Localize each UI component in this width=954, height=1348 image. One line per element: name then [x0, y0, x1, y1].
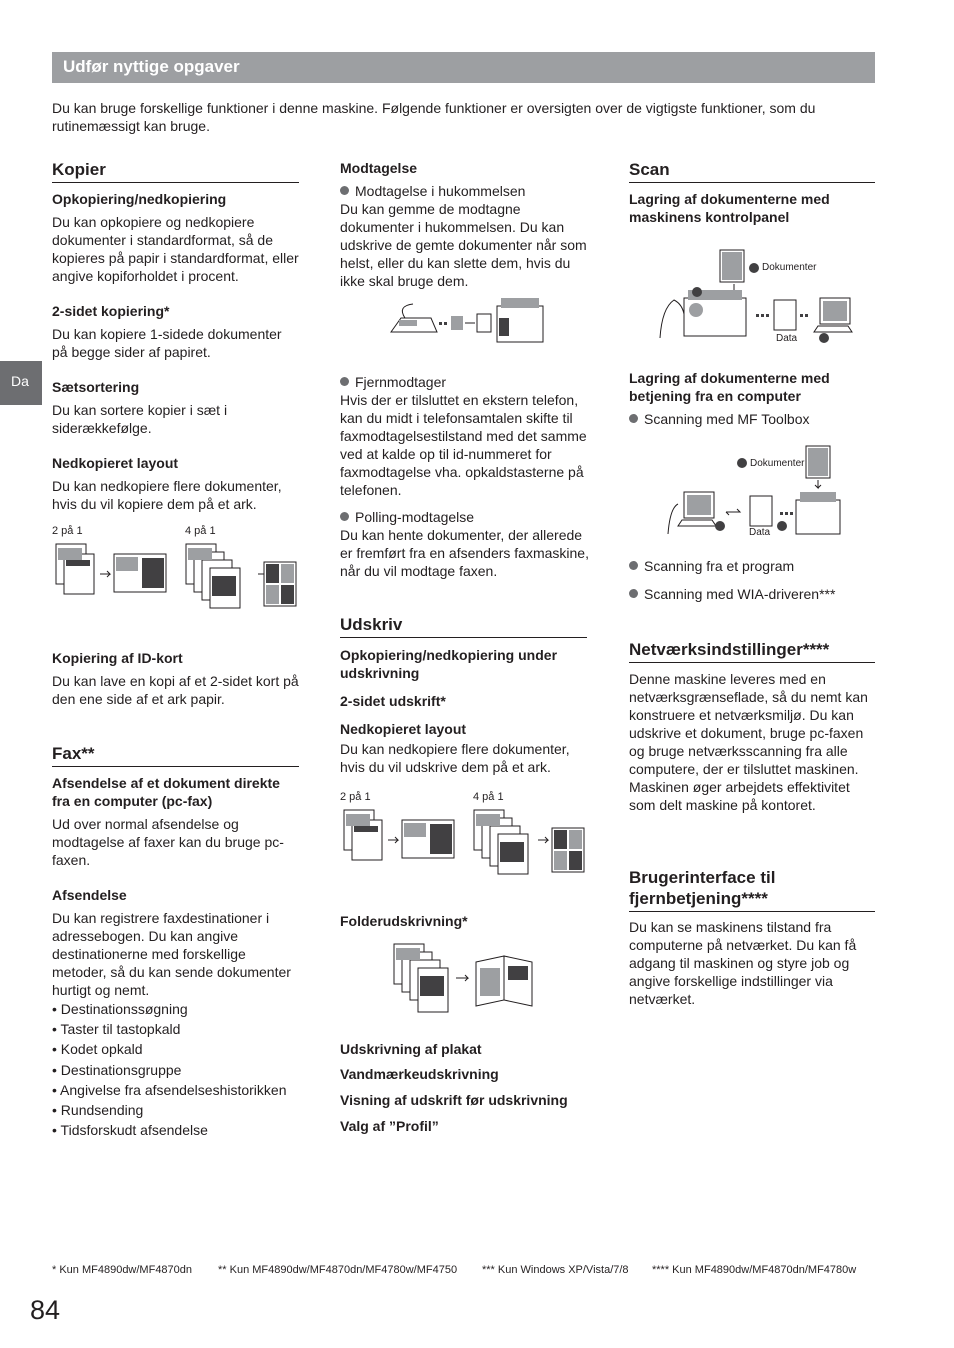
kopier-s5-heading: Kopiering af ID-kort: [52, 650, 183, 666]
modtagelse-bullet-2: [340, 373, 587, 391]
kopier-s1-text: Du kan opkopiere og nedkopiere dokumenter i standardformat, så de kopieres på papir i standardformat, eller angive kopiforholdet i procent.: [52, 214, 299, 284]
scan-title: Scan: [629, 160, 875, 183]
bruger-text: Du kan se maskinens tilstand fra computerne på netværket. Du kan få adgang til maskinen og styre job og angive forskellige indstillinger via netværket.: [629, 919, 857, 1007]
udskriv-s4-heading: Folderudskrivning*: [340, 913, 468, 929]
udskriv-s7-heading: Visning af udskrift før udskrivning: [340, 1092, 568, 1108]
modtagelse-b3-text: Du kan hente dokumenter, der allerede er fremført fra en afsenders faxmaskine, når du vil modtage faxen.: [340, 527, 589, 579]
udskriv-s6-heading: Vandmærkeudskrivning: [340, 1066, 499, 1082]
bullet-dot: [629, 414, 638, 423]
bullet-dot: [340, 512, 349, 521]
bullet-label: Scanning fra et program: [644, 558, 795, 574]
modtagelse-b1-text: Du kan gemme de modtagne dokumenter i hukommelsen. Du kan udskrive de gemte dokumenter når som helst, eller du kan slette dem, hvis du ikke skal bruge dem.: [340, 201, 587, 289]
scan-panel-illustration: [650, 248, 862, 346]
udskriv-title: Udskriv: [340, 615, 587, 638]
scan-fig1-doc-label: Dokumenter: [762, 262, 817, 273]
bullet-label: Scanning med MF Toolbox: [644, 411, 810, 427]
list-item: • Taster til tastopkald: [52, 1019, 312, 1039]
kopier-s3-text: Du kan sortere kopier i sæt i siderækkefølge.: [52, 402, 228, 436]
udskriv-fig-label-2pa1: 2 på 1: [340, 791, 371, 803]
udskriv-s8-heading: Valg af ”Profil”: [340, 1118, 439, 1134]
udskriv-s3-text: Du kan nedkopiere flere dokumenter, hvis du vil udskrive dem på et ark.: [340, 741, 570, 775]
bullet-label: Polling-modtagelse: [355, 509, 475, 525]
scan-s2-heading: Lagring af dokumenterne med betjening fra en computer: [629, 370, 830, 404]
kopier-s1-heading: Opkopiering/nedkopiering: [52, 191, 227, 207]
kopier-s2-heading: 2-sidet kopiering*: [52, 303, 170, 319]
folder-print-illustration: [390, 940, 538, 1018]
udskriv-fig-label-4pa1: 4 på 1: [473, 791, 504, 803]
kopier-layout-illustration: [52, 540, 302, 628]
bullet-dot: [340, 377, 349, 386]
netvaerk-title: Netværksindstillinger****: [629, 640, 875, 663]
language-tab: [0, 361, 42, 405]
footnote-2: ** Kun MF4890dw/MF4870dn/MF4780w/MF4750: [218, 1264, 458, 1276]
banner-title: Udfør nyttige opgaver: [63, 57, 240, 76]
fax-receive-illustration: [385, 292, 550, 350]
fax-title: Fax**: [52, 744, 299, 767]
scan-fig2-data-label: Data: [749, 527, 771, 538]
list-item: • Kodet opkald: [52, 1039, 312, 1059]
kopier-fig-label-4pa1: 4 på 1: [185, 525, 216, 537]
udskriv-layout-illustration: [340, 806, 590, 894]
footnote-4: **** Kun MF4890dw/MF4870dn/MF4780w: [652, 1264, 857, 1276]
fax-methods-list: [52, 999, 312, 1140]
scan-bullet-2: [629, 557, 875, 575]
footnote-1: * Kun MF4890dw/MF4870dn: [52, 1264, 193, 1276]
intro-text: Du kan bruge forskellige funktioner i denne maskine. Følgende funktioner er oversigten over de vigtigste funktioner, som du rutinemæssigt kan bruge.: [52, 100, 816, 134]
kopier-s5-text: Du kan lave en kopi af et 2-sidet kort på den ene side af et ark papir.: [52, 673, 299, 707]
fax-s1-text: Ud over normal afsendelse og modtagelse af faxer kan du bruge pc-faxen.: [52, 816, 284, 868]
fax-s1-heading: Afsendelse af et dokument direkte fra en computer (pc-fax): [52, 775, 280, 809]
modtagelse-heading: Modtagelse: [340, 160, 418, 176]
scan-fig2-doc-label: Dokumenter: [750, 458, 805, 469]
bullet-dot: [629, 589, 638, 598]
bullet-label: Scanning med WIA-driveren***: [644, 586, 836, 602]
bullet-dot: [629, 561, 638, 570]
udskriv-s1-heading: Opkopiering/nedkopiering under udskrivning: [340, 647, 558, 681]
fax-s2-heading: Afsendelse: [52, 887, 127, 903]
bruger-title: Brugerinterface til fjernbetjening****: [629, 867, 875, 912]
scan-bullet-1: [629, 410, 875, 428]
page-number: 84: [30, 1295, 61, 1325]
kopier-s2-text: Du kan kopiere 1-sidede dokumenter på begge sider af papiret.: [52, 326, 282, 360]
udskriv-s3-heading: Nedkopieret layout: [340, 721, 467, 737]
udskriv-s5-heading: Udskrivning af plakat: [340, 1041, 482, 1057]
scan-bullet-3: [629, 585, 875, 603]
netvaerk-text: Denne maskine leveres med en netværksgrænseflade, så du nemt kan konstruere et netværksmiljø. Du kan udskrive et dokument, bruge pc-faxen og bruge netværksscanning fra alle computere, der er tilsluttet maskinen. Maskinen øger arbejdets effektivitet som delt maskine på kontoret.: [629, 671, 868, 813]
modtagelse-bullet-3: [340, 508, 587, 526]
modtagelse-b2-text: Hvis der er tilsluttet en ekstern telefon, kan du midt i telefonsamtalen skifte til faxmodtagelsestilstand med det samme ved at kalde op til id-nummeret for faxmodtagelse vha. opkaldstasterne på telefonen.: [340, 392, 587, 498]
list-item: • Destinationsgruppe: [52, 1060, 312, 1080]
footnote-3: *** Kun Windows XP/Vista/7/8: [482, 1264, 629, 1276]
kopier-s4-heading: Nedkopieret layout: [52, 455, 179, 471]
section-banner: [52, 52, 875, 83]
list-item: • Rundsending: [52, 1100, 312, 1120]
language-tab-label: Da: [11, 373, 29, 389]
list-item: • Destinationssøgning: [52, 999, 312, 1019]
bullet-label: Modtagelse i hukommelsen: [355, 183, 526, 199]
kopier-s4-text: Du kan nedkopiere flere dokumenter, hvis du vil kopiere dem på et ark.: [52, 478, 282, 512]
list-item: • Angivelse fra afsendelseshistorikken: [52, 1080, 312, 1100]
fax-s2-text: Du kan registrere faxdestinationer i adressebogen. Du kan angive destinationerne med forskellige metoder, så du kan sende dokumenter hurtigt og nemt.: [52, 910, 291, 998]
scan-s1-heading: Lagring af dokumenterne med maskinens kontrolpanel: [629, 191, 830, 225]
udskriv-s2-heading: 2-sidet udskrift*: [340, 693, 446, 709]
kopier-s3-heading: Sætsortering: [52, 379, 140, 395]
bullet-label: Fjernmodtager: [355, 374, 447, 390]
bullet-dot: [340, 186, 349, 195]
list-item: • Tidsforskudt afsendelse: [52, 1120, 312, 1140]
kopier-fig-label-2pa1: 2 på 1: [52, 525, 83, 537]
modtagelse-bullet-1: [340, 182, 587, 200]
scan-fig1-data-label: Data: [776, 333, 798, 344]
kopier-title: Kopier: [52, 160, 299, 183]
